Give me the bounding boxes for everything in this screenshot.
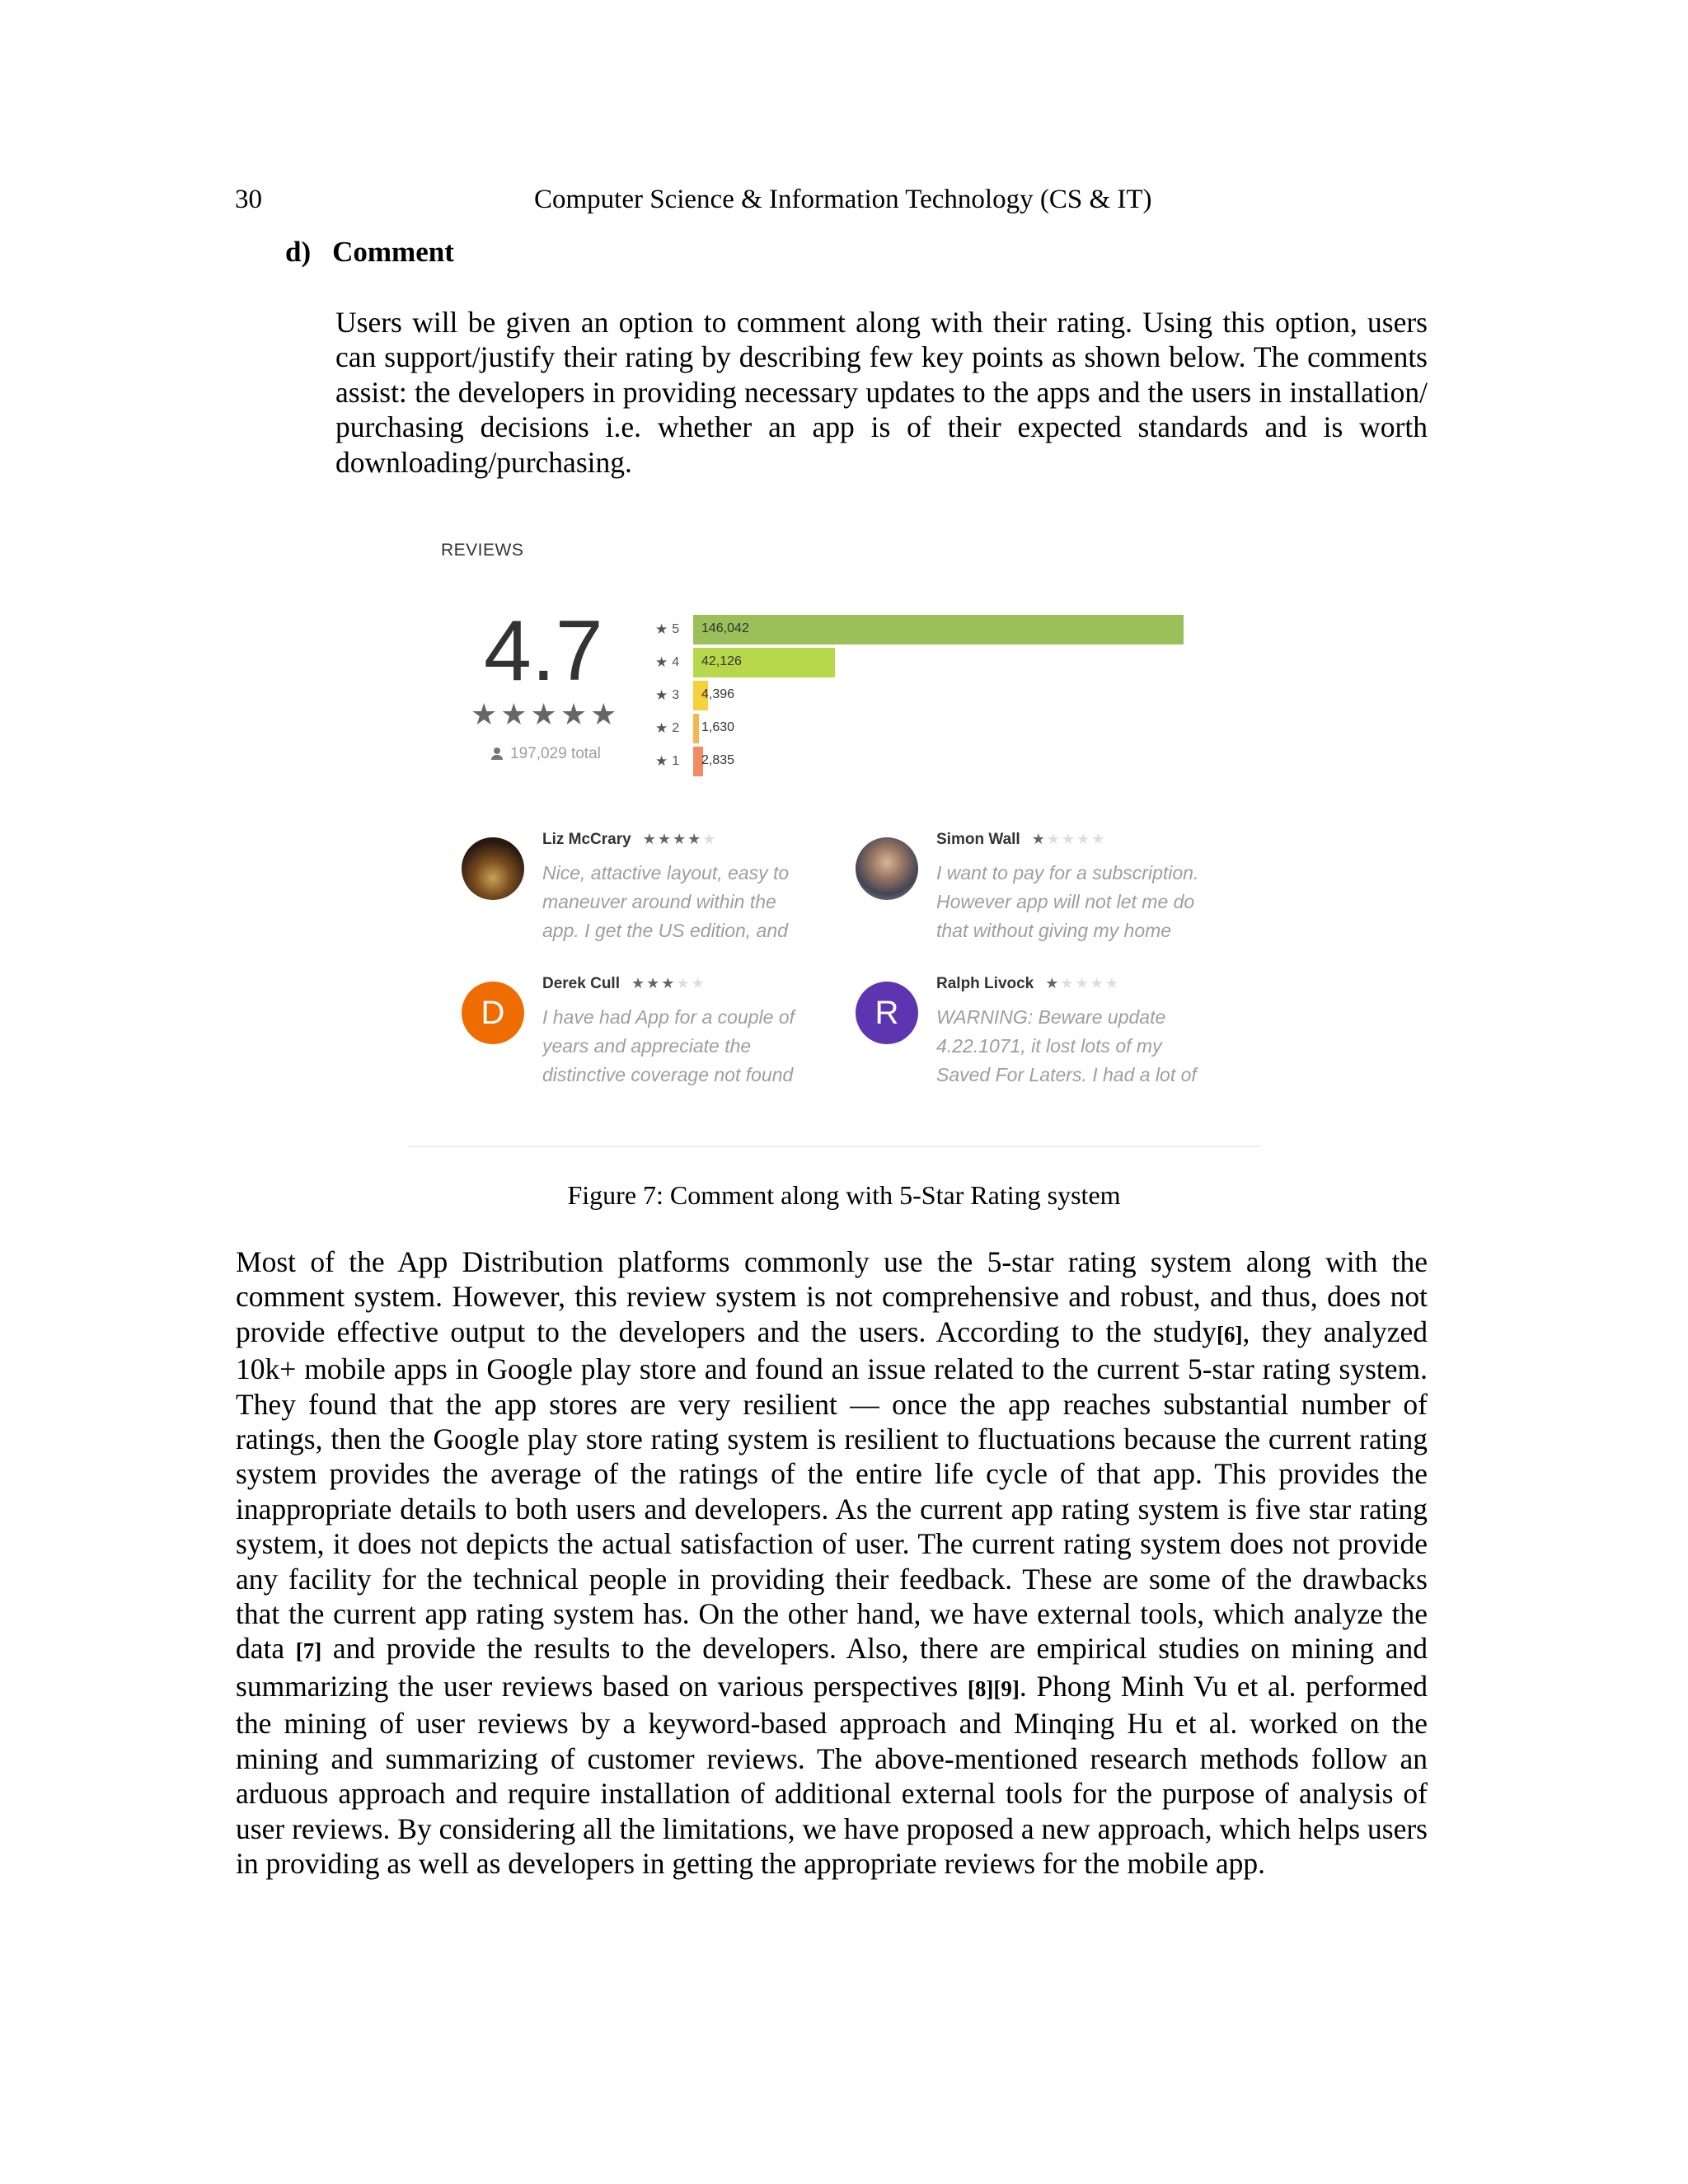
star-icon: ★ bbox=[655, 621, 668, 637]
reviews-heading: REVIEWS bbox=[441, 541, 524, 560]
review-stars-icon: ★★★★★ bbox=[1031, 831, 1107, 847]
body-text-2: , they analyzed 10k+ mobile apps in Google play store and found an issue related to the current 5-star rating system. They found that the app stores are very resilient — once the app reaches substantial number of ratings, then the Google play store rating system is resilient to fluctuations because the current rating system provides the average of the ratings of the entire life cycle of that app. This provides the inappropriate details to both users and developers. As the current app rating system is five star rating system, it does not depicts the actual satisfaction of user. The current rating system does not provide any facility for the technical people in providing their feedback. These are some of the drawbacks that the current app rating system has. On the other hand, we have external tools, which analyze the data bbox=[236, 1315, 1428, 1666]
review-stars-icon: ★★★★★ bbox=[642, 831, 718, 847]
star-icon: ★ bbox=[655, 654, 668, 670]
histogram-label bbox=[655, 687, 687, 704]
avatar bbox=[462, 837, 524, 900]
citation-6: [6] bbox=[1217, 1321, 1243, 1347]
histogram-label bbox=[655, 654, 687, 671]
histogram-row bbox=[655, 747, 735, 776]
reviewer-name: Liz McCrary bbox=[542, 831, 631, 848]
histogram-row bbox=[655, 714, 735, 743]
reviewer-row bbox=[936, 831, 1106, 849]
review-stars-icon: ★★★★★ bbox=[1045, 975, 1120, 991]
histogram-count: 42,126 bbox=[701, 654, 742, 668]
histogram-stars: 2 bbox=[672, 721, 680, 735]
histogram-bar-fill bbox=[693, 714, 699, 743]
body-text-1: Most of the App Distribution platforms commonly use the 5-star rating system along with the comment system. However, this review system is not comprehensive and robust, and thus, does not provide effective output to the developers and the users. According to the study bbox=[236, 1245, 1428, 1348]
review-item[interactable] bbox=[856, 975, 1218, 1107]
review-text: I want to pay for a subscription. However app will not let me do that without giving my home bbox=[936, 862, 1199, 941]
star-icon: ★ bbox=[655, 720, 668, 736]
section-paragraph: Users will be given an option to comment along with their rating. Using this option, users can support/justify their rating by describing few key points as shown below. The comments assist: the developers in providing necessary updates to the apps and the users in installation/ purchasing decisions i.e. whether an app is of their expected standards and is worth downloading/purchasing. bbox=[335, 306, 1428, 479]
histogram-label bbox=[655, 621, 687, 638]
average-stars-icon: ★★★★★ bbox=[471, 697, 621, 731]
figure-divider bbox=[408, 1146, 1261, 1147]
star-icon: ★ bbox=[655, 753, 668, 769]
review-stars-icon: ★★★★★ bbox=[631, 975, 706, 991]
section-label: d) bbox=[285, 236, 312, 268]
review-item[interactable] bbox=[856, 831, 1218, 963]
reviewer-row bbox=[936, 975, 1120, 993]
histogram-stars: 4 bbox=[672, 655, 680, 669]
citation-8-9: [8][9] bbox=[967, 1675, 1020, 1701]
histogram-count: 2,835 bbox=[701, 753, 735, 767]
running-title: Computer Science & Information Technology (CS & IT) bbox=[534, 185, 1152, 214]
body-text-3: and provide the results to the developers. Also, there are empirical studies on mining and summarizing the user reviews based on various perspectives bbox=[236, 1632, 1428, 1703]
review-text: I have had App for a couple of years and appreciate the distinctive coverage not found bbox=[542, 1006, 795, 1085]
histogram-stars: 3 bbox=[672, 688, 680, 702]
person-icon bbox=[490, 748, 504, 761]
histogram-stars: 5 bbox=[672, 622, 680, 636]
histogram-count: 146,042 bbox=[701, 621, 749, 635]
figure-caption: Figure 7: Comment along with 5-Star Rating system bbox=[567, 1180, 1121, 1210]
star-icon: ★ bbox=[655, 687, 668, 703]
section-title: Comment bbox=[332, 236, 454, 268]
histogram-stars: 1 bbox=[672, 754, 680, 768]
body-text-4: . Phong Minh Vu et al. performed the mining of user reviews by a keyword-based approach and Minqing Hu et al. worked on the mining and summarizing of customer reviews. The above-mentioned research methods follow an arduous approach and require installation of additional external tools for the purpose of analysis of user reviews. By considering all the limitations, we have proposed a new approach, which helps users in providing as well as developers in getting the appropriate reviews for the mobile app. bbox=[236, 1669, 1428, 1880]
citation-7: [7] bbox=[295, 1638, 322, 1664]
review-text: Nice, attactive layout, easy to maneuver around within the app. I get the US edition, and bbox=[542, 862, 790, 941]
reviewer-name: Simon Wall bbox=[936, 831, 1020, 848]
histogram-count: 4,396 bbox=[701, 687, 735, 701]
reviews-figure bbox=[408, 527, 1261, 1150]
total-ratings bbox=[490, 745, 601, 763]
reviewer-name: Derek Cull bbox=[542, 975, 620, 992]
reviewer-row bbox=[542, 975, 706, 993]
avatar: D bbox=[462, 982, 524, 1044]
histogram-row bbox=[655, 648, 742, 677]
review-item[interactable] bbox=[462, 831, 824, 963]
section-heading bbox=[285, 236, 454, 269]
average-rating: 4.7 bbox=[484, 603, 603, 699]
histogram-label bbox=[655, 720, 687, 737]
histogram-count: 1,630 bbox=[701, 720, 735, 734]
histogram-row bbox=[655, 615, 749, 644]
reviewer-name: Ralph Livock bbox=[936, 975, 1034, 992]
body-paragraph bbox=[236, 1244, 1428, 1881]
review-text: WARNING: Beware update 4.22.1071, it lost lots of my Saved For Laters. I had a lot of bbox=[936, 1006, 1197, 1085]
avatar bbox=[856, 837, 918, 900]
page-number: 30 bbox=[235, 185, 262, 214]
histogram-row bbox=[655, 681, 735, 710]
review-item[interactable] bbox=[462, 975, 824, 1107]
total-ratings-text: 197,029 total bbox=[510, 745, 601, 762]
histogram-bar-fill bbox=[693, 615, 1184, 644]
avatar: R bbox=[856, 982, 918, 1044]
histogram-label bbox=[655, 753, 687, 770]
reviewer-row bbox=[542, 831, 717, 849]
